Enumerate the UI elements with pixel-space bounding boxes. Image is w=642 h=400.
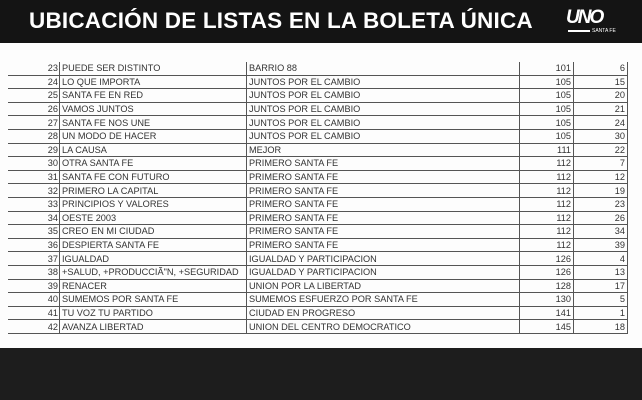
table-row [8,102,628,116]
cell-n: 30 [8,157,60,171]
cell-party: JUNTOS POR EL CAMBIO [247,102,520,116]
lists-table [8,62,628,334]
cell-party: SUMEMOS ESFUERZO POR SANTA FE [247,293,520,307]
cell-name: SANTA FE EN RED [60,89,247,103]
cell-c2: 34 [574,225,628,239]
cell-name: UN MODO DE HACER [60,129,247,143]
cell-n: 39 [8,279,60,293]
cell-party: MEJOR [247,143,520,157]
cell-c1: 126 [520,265,574,279]
cell-c2: 22 [574,143,628,157]
cell-party: PRIMERO SANTA FE [247,184,520,198]
cell-n: 38 [8,265,60,279]
page-title: UBICACIÓN DE LISTAS EN LA BOLETA ÚNICA [29,8,533,33]
cell-c1: 101 [520,62,574,75]
cell-n: 35 [8,225,60,239]
header-banner [0,0,642,43]
cell-c2: 1 [574,306,628,320]
cell-c2: 18 [574,320,628,334]
cell-c2: 5 [574,293,628,307]
table-sheet [0,43,642,348]
cell-party: PRIMERO SANTA FE [247,157,520,171]
cell-party: JUNTOS POR EL CAMBIO [247,75,520,89]
table-row [8,184,628,198]
uno-logo [566,8,614,36]
table-row [8,306,628,320]
cell-name: VAMOS JUNTOS [60,102,247,116]
cell-c1: 112 [520,184,574,198]
cell-n: 23 [8,62,60,75]
cell-name: RENACER [60,279,247,293]
cell-name: OTRA SANTA FE [60,157,247,171]
logo-text: UNO [566,7,603,28]
cell-c2: 26 [574,211,628,225]
cell-c1: 112 [520,238,574,252]
cell-c1: 128 [520,279,574,293]
cell-party: PRIMERO SANTA FE [247,238,520,252]
table-row [8,279,628,293]
table-row [8,320,628,334]
table-row [8,129,628,143]
cell-n: 42 [8,320,60,334]
cell-name: PRINCIPIOS Y VALORES [60,197,247,211]
cell-c2: 13 [574,265,628,279]
cell-name: LA CAUSA [60,143,247,157]
table-row [8,62,628,75]
cell-c1: 141 [520,306,574,320]
cell-c1: 112 [520,211,574,225]
cell-n: 36 [8,238,60,252]
cell-name: IGUALDAD [60,252,247,266]
logo-subtitle: SANTA FE [592,28,616,34]
cell-party: PRIMERO SANTA FE [247,211,520,225]
cell-name: SUMEMOS POR SANTA FE [60,293,247,307]
table-row [8,170,628,184]
cell-n: 29 [8,143,60,157]
cell-c2: 17 [574,279,628,293]
cell-c1: 105 [520,75,574,89]
cell-n: 32 [8,184,60,198]
cell-name: PUEDE SER DISTINTO [60,62,247,75]
cell-name: TU VOZ TU PARTIDO [60,306,247,320]
cell-c1: 111 [520,143,574,157]
cell-c2: 30 [574,129,628,143]
cell-c2: 19 [574,184,628,198]
cell-c1: 145 [520,320,574,334]
cell-n: 34 [8,211,60,225]
cell-party: PRIMERO SANTA FE [247,225,520,239]
cell-c2: 21 [574,102,628,116]
cell-n: 25 [8,89,60,103]
cell-name: +SALUD, +PRODUCCIÃ"N, +SEGURIDAD [60,265,247,279]
cell-name: SANTA FE CON FUTURO [60,170,247,184]
cell-c2: 4 [574,252,628,266]
table-row [8,252,628,266]
cell-c1: 105 [520,129,574,143]
cell-n: 24 [8,75,60,89]
cell-name: CREO EN MI CIUDAD [60,225,247,239]
cell-c1: 112 [520,170,574,184]
table-row [8,75,628,89]
cell-c1: 130 [520,293,574,307]
cell-name: AVANZA LIBERTAD [60,320,247,334]
cell-c1: 112 [520,225,574,239]
cell-c2: 39 [574,238,628,252]
logo-underline [568,30,590,32]
cell-c1: 112 [520,197,574,211]
cell-c2: 7 [574,157,628,171]
table-row [8,89,628,103]
cell-c2: 23 [574,197,628,211]
cell-c2: 24 [574,116,628,130]
cell-n: 31 [8,170,60,184]
cell-party: IGUALDAD Y PARTICIPACION [247,252,520,266]
cell-name: OESTE 2003 [60,211,247,225]
table-row [8,293,628,307]
cell-n: 41 [8,306,60,320]
table-row [8,197,628,211]
cell-party: PRIMERO SANTA FE [247,170,520,184]
cell-name: PRIMERO LA CAPITAL [60,184,247,198]
cell-n: 27 [8,116,60,130]
table-row [8,116,628,130]
cell-party: IGUALDAD Y PARTICIPACION [247,265,520,279]
cell-party: JUNTOS POR EL CAMBIO [247,116,520,130]
cell-party: JUNTOS POR EL CAMBIO [247,129,520,143]
cell-c1: 105 [520,102,574,116]
cell-c2: 20 [574,89,628,103]
cell-c2: 15 [574,75,628,89]
table-row [8,225,628,239]
table-row [8,211,628,225]
cell-c2: 12 [574,170,628,184]
table-row [8,143,628,157]
cell-c2: 6 [574,62,628,75]
cell-n: 28 [8,129,60,143]
cell-party: JUNTOS POR EL CAMBIO [247,89,520,103]
table-row [8,265,628,279]
cell-party: PRIMERO SANTA FE [247,197,520,211]
cell-c1: 105 [520,116,574,130]
table-row [8,238,628,252]
cell-c1: 105 [520,89,574,103]
cell-party: BARRIO 88 [247,62,520,75]
cell-n: 26 [8,102,60,116]
cell-name: DESPIERTA SANTA FE [60,238,247,252]
cell-name: LO QUE IMPORTA [60,75,247,89]
cell-party: UNION DEL CENTRO DEMOCRATICO [247,320,520,334]
cell-c1: 112 [520,157,574,171]
cell-c1: 126 [520,252,574,266]
cell-party: UNION POR LA LIBERTAD [247,279,520,293]
cell-n: 37 [8,252,60,266]
cell-name: SANTA FE NOS UNE [60,116,247,130]
cell-party: CIUDAD EN PROGRESO [247,306,520,320]
cell-n: 40 [8,293,60,307]
table-row [8,157,628,171]
cell-n: 33 [8,197,60,211]
